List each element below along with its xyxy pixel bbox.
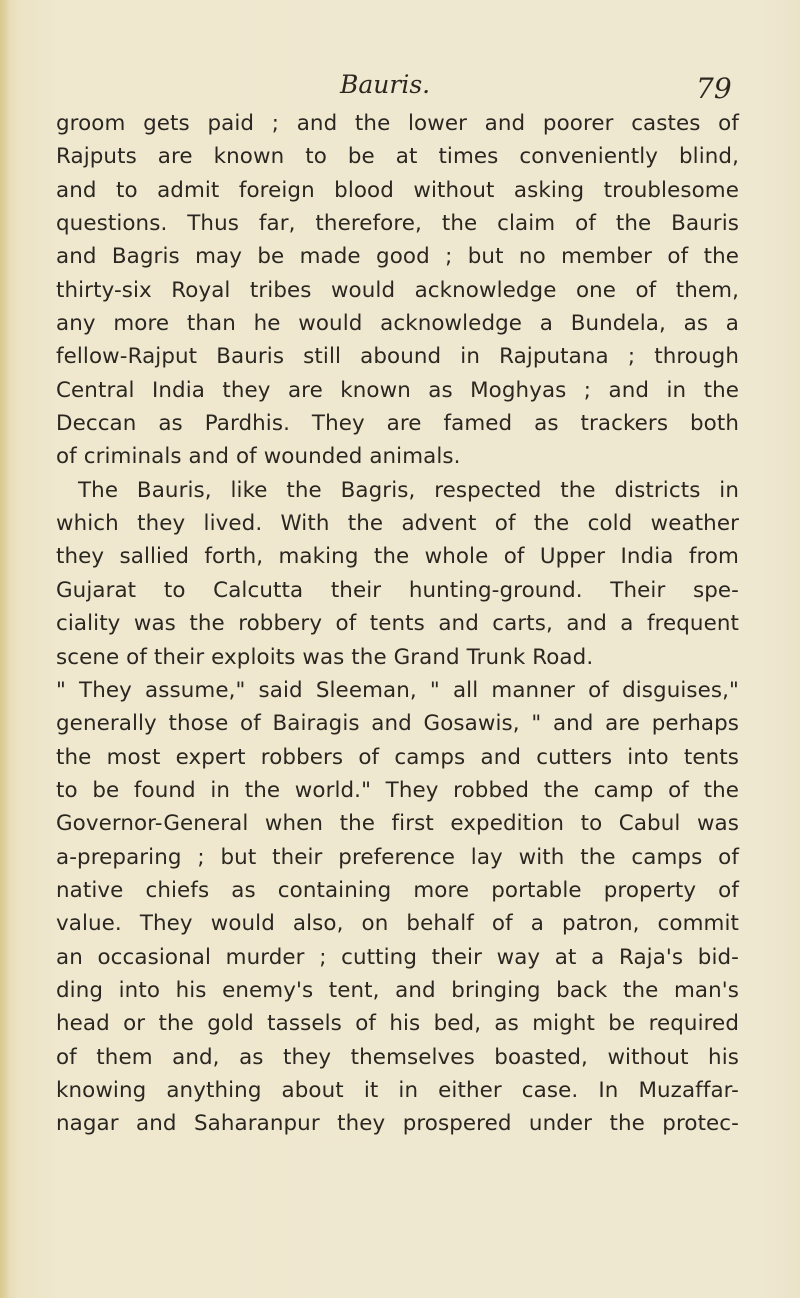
text-line: and Bagris may be made good ; but no member of the [56, 244, 739, 270]
text-line: thirty-six Royal tribes would acknowledge one of them, [56, 277, 739, 303]
text-line: Governor-General when the first expedition to Cabul was [56, 811, 739, 837]
text-line: nagar and Saharanpur they prospered under the protec- [56, 1111, 739, 1137]
text-line: head or the gold tassels of his bed, as might be required [56, 1011, 739, 1037]
text-line: scene of their exploits was the Grand Trunk Road. [56, 644, 594, 670]
page-number: 79 [696, 72, 732, 105]
page-gutter-shadow [0, 0, 10, 1298]
text-line: Deccan as Pardhis. They are famed as trackers both [56, 411, 739, 437]
body-text [56, 107, 739, 1141]
text-line: native chiefs as containing more portable property of [56, 877, 739, 903]
text-line: to be found in the world." They robbed the camp of the [56, 777, 739, 803]
text-line: any more than he would acknowledge a Bundela, as a [56, 311, 739, 337]
text-line: Rajputs are known to be at times conveniently blind, [56, 144, 739, 170]
running-head [0, 70, 800, 110]
text-line: value. They would also, on behalf of a patron, commit [56, 911, 739, 937]
text-line: and to admit foreign blood without asking troublesome [56, 177, 739, 203]
text-line: of criminals and of wounded animals. [56, 444, 461, 470]
text-line: Gujarat to Calcutta their hunting-ground. Their spe- [56, 577, 739, 603]
text-line: an occasional murder ; cutting their way at a Raja's bid- [56, 944, 739, 970]
text-line: ciality was the robbery of tents and carts, and a frequent [56, 611, 739, 637]
text-line: they sallied forth, making the whole of Upper India from [56, 544, 739, 570]
text-line: knowing anything about it in either case. In Muzaffar- [56, 1077, 739, 1103]
text-line: Central India they are known as Moghyas ; and in the [56, 377, 739, 403]
text-line: a-preparing ; but their preference lay with the camps of [56, 844, 739, 870]
text-line: generally those of Bairagis and Gosawis, " and are perhaps [56, 711, 739, 737]
text-line: fellow-Rajput Bauris still abound in Rajputana ; through [56, 344, 739, 370]
text-line: " They assume," said Sleeman, " all manner of disguises," [56, 677, 739, 703]
running-title: Bauris. [340, 70, 431, 99]
text-line: which they lived. With the advent of the cold weather [56, 511, 739, 537]
text-line: The Bauris, like the Bagris, respected the districts in [78, 477, 739, 503]
text-line: of them and, as they themselves boasted, without his [56, 1044, 739, 1070]
text-line: ding into his enemy's tent, and bringing back the man's [56, 977, 739, 1003]
text-line: groom gets paid ; and the lower and poorer castes of [56, 111, 739, 136]
text-line: the most expert robbers of camps and cutters into tents [56, 744, 739, 770]
text-line: questions. Thus far, therefore, the claim of the Bauris [56, 211, 739, 237]
